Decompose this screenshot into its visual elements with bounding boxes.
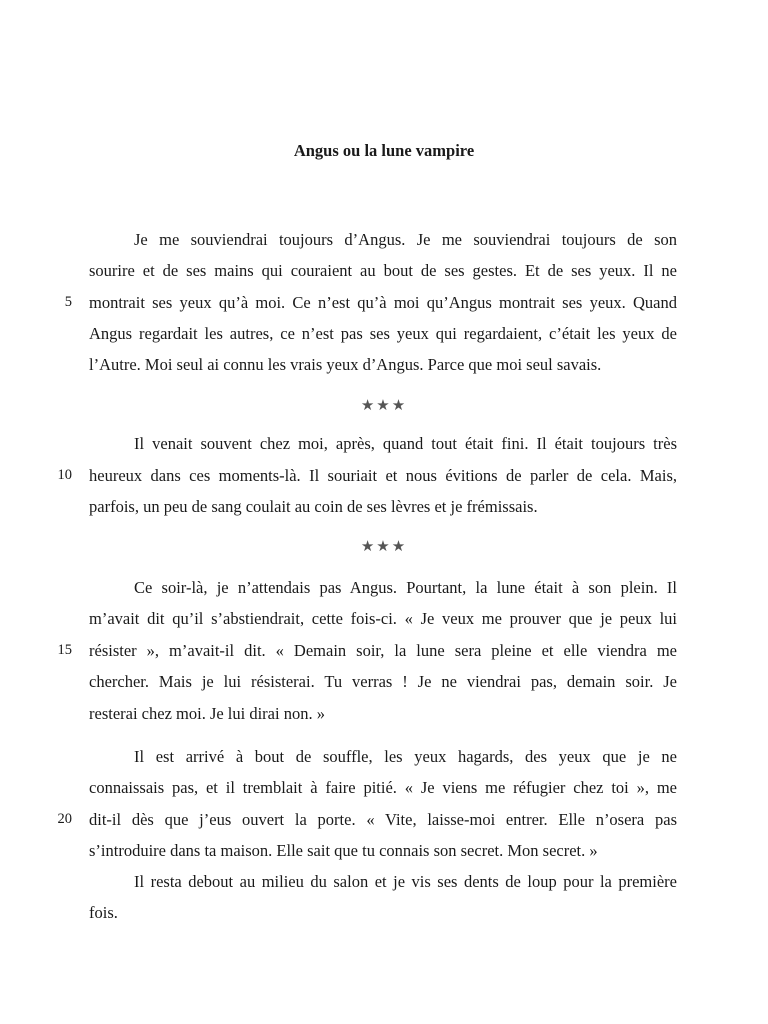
text-line: résister », m’avait-il dit. « Demain soir, la lune sera pleine et elle viendra me [89, 641, 677, 660]
text-line: montrait ses yeux qu’à moi. Ce n’est qu’à moi qu’Angus montrait ses yeux. Quand [89, 293, 677, 312]
document-title: Angus ou la lune vampire [293, 141, 475, 160]
text-line: resterai chez moi. Je lui dirai non. » [89, 704, 325, 723]
line-number: 5 [64, 294, 72, 310]
text-line: Angus regardait les autres, ce n’est pas ses yeux qui regardaient, c’était les yeux de [89, 324, 677, 343]
text-line: chercher. Mais je lui résisterai. Tu verras ! Je ne viendrai pas, demain soir. Je [89, 672, 677, 691]
line-number: 10 [57, 467, 72, 483]
text-line: fois. [89, 903, 118, 922]
text-line: Ce soir-là, je n’attendais pas Angus. Pourtant, la lune était à son plein. Il [134, 578, 677, 597]
section-separator: ★★★ [360, 537, 408, 555]
text-line: Il est arrivé à bout de souffle, les yeux hagards, des yeux que je ne [134, 747, 677, 766]
text-line: m’avait dit qu’il s’abstiendrait, cette fois-ci. « Je veux me prouver que je peux lui [89, 609, 677, 628]
text-line: l’Autre. Moi seul ai connu les vrais yeux d’Angus. Parce que moi seul savais. [89, 355, 602, 374]
text-line: dit-il dès que j’eus ouvert la porte. « Vite, laisse-moi entrer. Elle n’osera pas [89, 810, 677, 829]
section-separator: ★★★ [360, 396, 408, 414]
line-number: 20 [57, 811, 72, 827]
text-line: sourire et de ses mains qui couraient au bout de ses gestes. Et de ses yeux. Il ne [89, 261, 677, 280]
text-line: parfois, un peu de sang coulait au coin de ses lèvres et je frémissais. [89, 497, 538, 516]
text-line: s’introduire dans ta maison. Elle sait que tu connais son secret. Mon secret. » [89, 841, 598, 860]
text-line: Je me souviendrai toujours d’Angus. Je me souviendrai toujours de son [134, 230, 677, 249]
text-line: connaissais pas, et il tremblait à faire pitié. « Je viens me réfugier chez toi », me [89, 778, 677, 797]
text-line: heureux dans ces moments-là. Il souriait et nous évitions de parler de cela. Mais, [89, 466, 677, 485]
line-number: 15 [57, 642, 72, 658]
text-line: Il resta debout au milieu du salon et je vis ses dents de loup pour la première [134, 872, 677, 891]
text-line: Il venait souvent chez moi, après, quand tout était fini. Il était toujours très [134, 434, 677, 453]
